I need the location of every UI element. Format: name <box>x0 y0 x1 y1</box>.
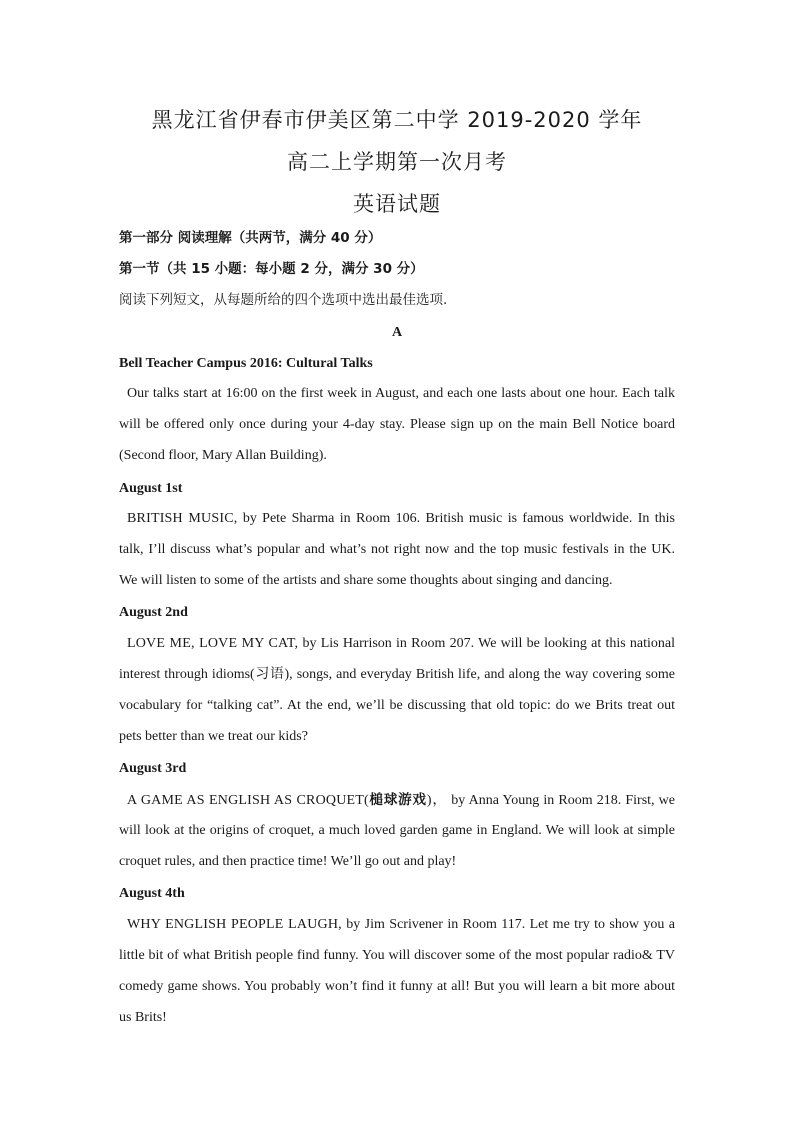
talk-line: We will listen to some of the artists and share some thoughts about singing and dancing. <box>119 573 613 588</box>
talk-text: by Anna Young in Room 218. First, we <box>451 793 675 808</box>
talk-line: comedy game shows. You probably won’t find it funny at all! But you will learn a bit more about <box>119 979 675 994</box>
talk-line <box>119 916 675 934</box>
talk-date: August 2nd <box>119 605 188 620</box>
intro-line: (Second floor, Mary Allan Building). <box>119 448 327 463</box>
talk-date: August 3rd <box>119 761 187 776</box>
talk-line: us Brits! <box>119 1010 167 1025</box>
talk-date: August 1st <box>119 481 183 496</box>
talk-title: A GAME AS ENGLISH AS CROQUET(槌球游戏)， <box>127 792 448 808</box>
part-heading: 第一部分 阅读理解（共两节，满分 40 分） <box>119 230 382 246</box>
exam-title-school: 黑龙江省伊春市伊美区第二中学 2019-2020 学年 <box>151 108 643 132</box>
talk-line <box>119 635 675 653</box>
talk-line <box>119 791 675 810</box>
talk-line <box>119 510 675 528</box>
talk-line: will look at the origins of croquet, a much loved garden game in England. We will look at simple <box>119 823 675 838</box>
intro-line: Our talks start at 16:00 on the first week in August, and each one lasts about one hour. Each talk <box>127 386 675 401</box>
talk-line: talk, I’ll discuss what’s popular and what’s not right now and the top music festivals in the UK. <box>119 542 675 557</box>
talk-line: vocabulary for “talking cat”. At the end, we’ll be discussing that old topic: do we Brits treat out <box>119 698 675 713</box>
instructions: 阅读下列短文，从每题所给的四个选项中选出最佳选项. <box>119 292 448 308</box>
talk-line: pets better than we treat our kids? <box>119 729 308 744</box>
talk-title: LOVE ME, LOVE MY CAT, <box>127 636 299 651</box>
talk-line: little bit of what British people find funny. You will discover some of the most popular radio& TV <box>119 948 675 963</box>
talk-text: by Jim Scrivener in Room 117. Let me try to show you a <box>346 917 675 932</box>
passage-heading: Bell Teacher Campus 2016: Cultural Talks <box>119 356 373 371</box>
talk-line: interest through idioms(习语), songs, and everyday British life, and along the way covering some <box>119 667 675 682</box>
subsection-heading: 第一节（共 15 小题：每小题 2 分，满分 30 分） <box>119 261 424 277</box>
talk-text: by Lis Harrison in Room 207. We will be looking at this national <box>302 636 676 651</box>
talk-line: croquet rules, and then practice time! We’ll go out and play! <box>119 854 457 869</box>
intro-line: will be offered only once during your 4-day stay. Please sign up on the main Bell Notice board <box>119 417 675 432</box>
talk-title-chinese: 槌球游戏 <box>368 792 427 808</box>
talk-title: BRITISH MUSIC, <box>127 511 238 526</box>
exam-title-grade: 高二上学期第一次月考 <box>287 150 507 174</box>
talk-title: WHY ENGLISH PEOPLE LAUGH, <box>127 917 342 932</box>
passage-label: A <box>391 325 403 340</box>
talk-date: August 4th <box>119 886 185 901</box>
exam-title-subject: 英语试题 <box>353 192 441 216</box>
talk-text: by Pete Sharma in Room 106. British music is famous worldwide. In this <box>242 511 675 526</box>
